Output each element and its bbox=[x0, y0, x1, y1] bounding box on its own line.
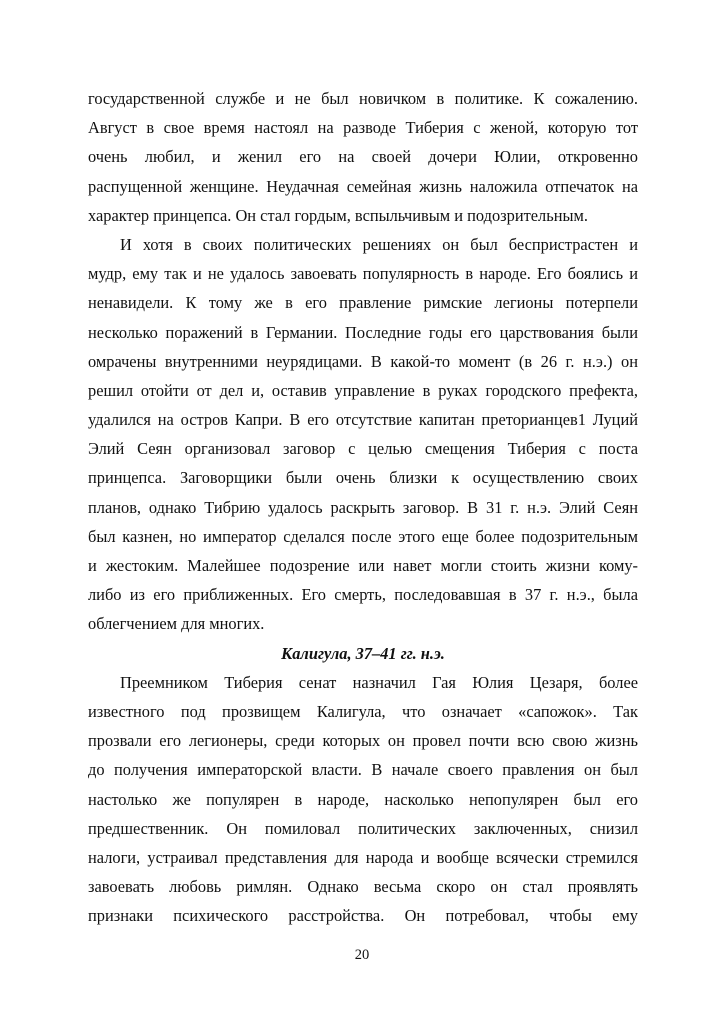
text-line: известного под прозвищем Калигула, что означает «сапожок». Так bbox=[88, 701, 638, 721]
text-line: очень любил, и женил его на своей дочери Юлии, откровенно bbox=[88, 147, 638, 167]
text-line: облегчением для многих. bbox=[88, 614, 265, 634]
text-line: либо из его приближенных. Его смерть, последовавшая в 37 г. н.э., была bbox=[88, 585, 638, 605]
text-line: решил отойти от дел и, оставив управление в руках городского префекта, bbox=[88, 380, 638, 400]
text-line: до получения императорской власти. В начале своего правления он был bbox=[88, 760, 638, 780]
text-line: И хотя в своих политических решениях он был беспристрастен и bbox=[120, 234, 638, 254]
text-line: мудр, ему так и не удалось завоевать популярность в народе. Его боялись и bbox=[88, 264, 638, 284]
text-line: удалился на остров Капри. В его отсутствие капитан преторианцев1 Луций bbox=[88, 410, 638, 430]
text-line: государственной службе и не был новичком в политике. К сожалению. bbox=[88, 89, 638, 108]
text-line: несколько поражений в Германии. Последние годы его царствования были bbox=[88, 322, 638, 342]
text-line: принцепса. Заговорщики были очень близки к осуществлению своих bbox=[88, 468, 638, 488]
section-heading: Калигула, 37–41 гг. н.э. bbox=[281, 643, 445, 663]
text-line: настолько же популярен в народе, насколько непопулярен был его bbox=[88, 789, 638, 809]
text-line: омрачены внутренними неурядицами. В какой-то момент (в 26 г. н.э.) он bbox=[88, 351, 638, 371]
paragraph-1 bbox=[88, 84, 638, 230]
text-line: Преемником Тиберия сенат назначил Гая Юлия Цезаря, более bbox=[120, 672, 638, 692]
page-body bbox=[88, 84, 638, 930]
text-line: прозвали его легионеры, среди которых он провел почти всю свою жизнь bbox=[88, 731, 638, 751]
text-line: налоги, устраивал представления для народа и вообще всячески стремился bbox=[88, 847, 638, 867]
text-line: Август в свое время настоял на разводе Тиберия с женой, которую тот bbox=[88, 118, 638, 138]
text-line: характер принцепса. Он стал гордым, вспыльчивым и подозрительным. bbox=[88, 205, 588, 225]
text-line: и жестоким. Малейшее подозрение или навет могли стоить жизни кому- bbox=[88, 556, 638, 575]
text-line: предшественник. Он помиловал политических заключенных, снизил bbox=[88, 818, 638, 838]
text-line: планов, однако Тибрию удалось раскрыть заговор. В 31 г. н.э. Элий Сеян bbox=[88, 497, 638, 517]
page-number: 20 bbox=[354, 947, 370, 963]
text-line: Элий Сеян организовал заговор с целью смещения Тиберия с поста bbox=[88, 439, 638, 459]
text-line: ненавидели. К тому же в его правление римские легионы потерпели bbox=[88, 293, 638, 313]
paragraph-2 bbox=[88, 230, 638, 639]
text-line: был казнен, но император сделался после этого еще более подозрительным bbox=[88, 526, 638, 546]
text-line: завоевать любовь римлян. Однако весьма скоро он стал проявлять bbox=[88, 877, 638, 897]
text-line: признаки психического расстройства. Он потребовал, чтобы ему bbox=[88, 906, 638, 926]
text-line: распущенной женщине. Неудачная семейная жизнь наложила отпечаток на bbox=[88, 176, 638, 196]
paragraph-3 bbox=[88, 668, 638, 931]
